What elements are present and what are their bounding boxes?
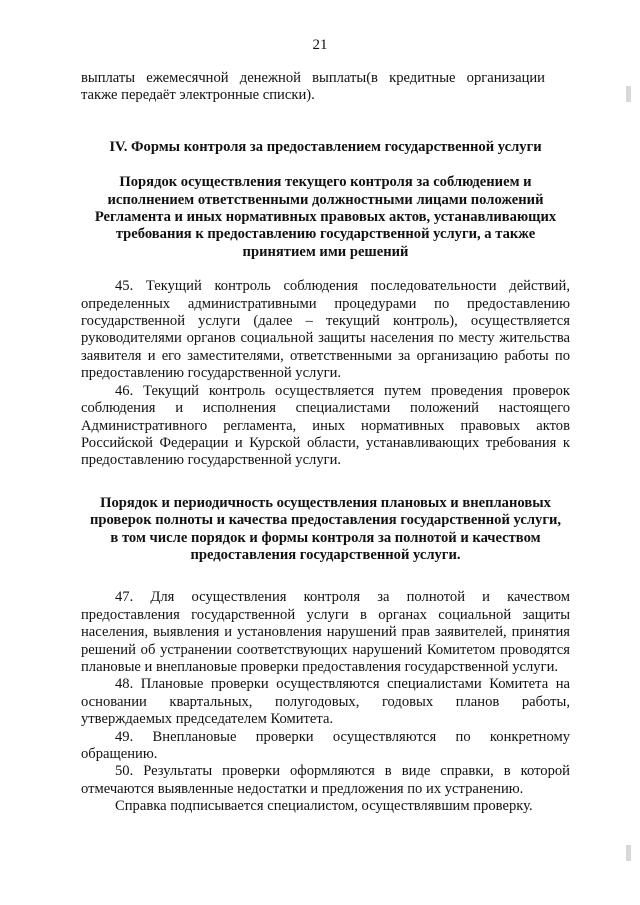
section-title: IV. Формы контроля за предоставлением государственной услуги bbox=[109, 138, 542, 155]
subsection-heading-inspections: Порядок и периодичность осуществления плановых и внеплановых проверок полноты и качества предоставления государственной услуги, в том числе порядок и формы контроля за полнотой и качеством предоставления государственной услуги. bbox=[89, 494, 562, 563]
page-number: 21 bbox=[312, 37, 328, 53]
paragraph-final: Справка подписывается специалистом, осуществлявшим проверку. bbox=[115, 798, 533, 815]
paragraph-49: 49. Внеплановые проверки осуществляются по конкретному обращению. bbox=[81, 728, 570, 762]
continuation-paragraph: выплаты ежемесячной денежной выплаты(в кредитные организации также передаёт электронные списки). bbox=[81, 70, 545, 104]
paragraph-47: 47. Для осуществления контроля за полнотой и качеством предоставления государственной услуги в органах социальной защиты населения, выявления и установления нарушений прав заявителей, принятия решений об устранении соответствующих нарушений Комитетом проводятся плановые и внеплановые проверки предоставления государственной услуги. bbox=[81, 589, 570, 675]
scan-margin-mark bbox=[626, 845, 631, 861]
paragraph-48: 48. Плановые проверки осуществляются специалистами Комитета на основании квартальных, полугодовых, годовых планов работы, утверждаемых председателем Комитета. bbox=[81, 676, 570, 728]
scan-margin-mark bbox=[626, 86, 631, 102]
paragraph-50: 50. Результаты проверки оформляются в виде справки, в которой отмечаются выявленные недостатки и предложения по их устранению. bbox=[81, 763, 570, 797]
page-content bbox=[81, 70, 570, 816]
subsection-heading-current-control: Порядок осуществления текущего контроля за соблюдением и исполнением ответственными должностными лицами положений Регламента и иных нормативных правовых актов, устанавливающих требования к предоставлению государственной услуги, а также принятием ими решений bbox=[94, 174, 557, 260]
paragraph-46: 46. Текущий контроль осуществляется путем проведения проверок соблюдения и исполнения специалистами положений настоящего Административного регламента, иных нормативных правовых актов Российской Федерации и Курской области, устанавливающих требования к предоставлению государственной услуги. bbox=[81, 382, 570, 469]
paragraph-45: 45. Текущий контроль соблюдения последовательности действий, определенных административными процедурами по предоставлению государственной услуги (далее – текущий контроль), осуществляется руководителями органов социальной защиты населения по месту жительства заявителя и его заместителями, ответственными за организацию работы по предоставлению государственной услуги. bbox=[81, 278, 570, 382]
